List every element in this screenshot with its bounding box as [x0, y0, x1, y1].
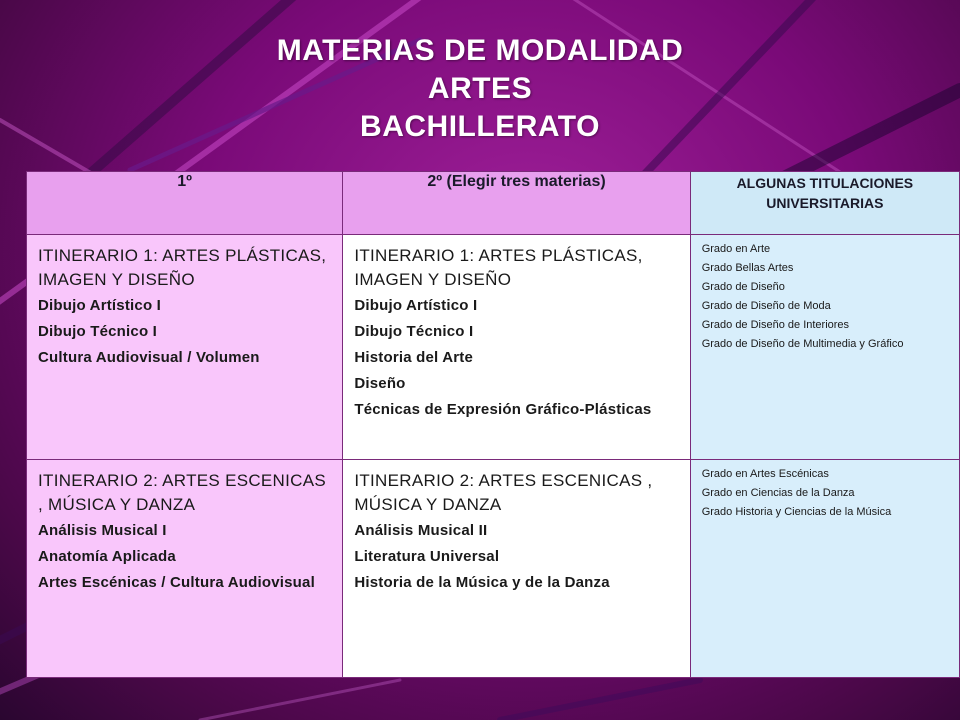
degree-item: Grado en Artes Escénicas — [701, 468, 829, 480]
title-line-1: MATERIAS DE MODALIDAD — [276, 34, 684, 67]
table-row — [27, 235, 960, 460]
slide-title — [0, 32, 960, 146]
subject-item: Dibujo Técnico I — [38, 323, 158, 340]
header-degrees: ALGUNAS TITULACIONES UNIVERSITARIAS — [690, 172, 959, 235]
subject-item: Cultura Audiovisual / Volumen — [38, 349, 260, 366]
header-second-year: 2º (Elegir tres materias) — [343, 172, 690, 235]
subject-item: Dibujo Técnico I — [354, 323, 474, 340]
subject-item: Análisis Musical II — [354, 522, 488, 539]
degree-item: Grado de Diseño de Multimedia y Gráfico — [701, 338, 904, 350]
table-row — [27, 460, 960, 678]
subject-item: Análisis Musical I — [38, 522, 167, 539]
cell-row2-col1 — [27, 460, 343, 678]
cell-row2-col3 — [690, 460, 959, 678]
itinerary-title: ITINERARIO 2: ARTES ESCENICAS , MÚSICA Y DANZA — [354, 471, 653, 514]
itinerary-title: ITINERARIO 1: ARTES PLÁSTICAS, IMAGEN Y DISEÑO — [354, 246, 643, 289]
cell-row2-col2 — [343, 460, 690, 678]
degree-item: Grado de Diseño — [701, 281, 785, 293]
degree-item: Grado en Ciencias de la Danza — [701, 487, 855, 499]
header-first-year: 1º — [27, 172, 343, 235]
subjects-table — [26, 171, 960, 678]
cell-row1-col1 — [27, 235, 343, 460]
itinerary-title: ITINERARIO 2: ARTES ESCENICAS , MÚSICA Y DANZA — [38, 471, 327, 514]
degree-item: Grado de Diseño de Moda — [701, 300, 831, 312]
subject-item: Anatomía Aplicada — [38, 548, 176, 565]
subject-item: Dibujo Artístico I — [38, 297, 162, 314]
title-line-2: ARTES — [427, 72, 533, 105]
subject-item: Literatura Universal — [354, 548, 500, 565]
subject-item: Técnicas de Expresión Gráfico-Plásticas — [354, 401, 652, 418]
cell-row1-col2 — [343, 235, 690, 460]
subject-item: Historia de la Música y de la Danza — [354, 574, 610, 591]
degree-item: Grado en Arte — [701, 243, 771, 255]
degree-item: Grado de Diseño de Interiores — [701, 319, 850, 331]
degree-item: Grado Historia y Ciencias de la Música — [701, 506, 892, 518]
title-line-3: BACHILLERATO — [360, 110, 600, 143]
subject-item: Historia del Arte — [354, 349, 474, 366]
subject-item: Diseño — [354, 375, 406, 392]
itinerary-title: ITINERARIO 1: ARTES PLÁSTICAS, IMAGEN Y DISEÑO — [38, 246, 327, 289]
subject-item: Artes Escénicas / Cultura Audiovisual — [38, 574, 315, 591]
degree-item: Grado Bellas Artes — [701, 262, 794, 274]
subject-item: Dibujo Artístico I — [354, 297, 478, 314]
cell-row1-col3 — [690, 235, 959, 460]
table-header-row — [27, 172, 960, 235]
